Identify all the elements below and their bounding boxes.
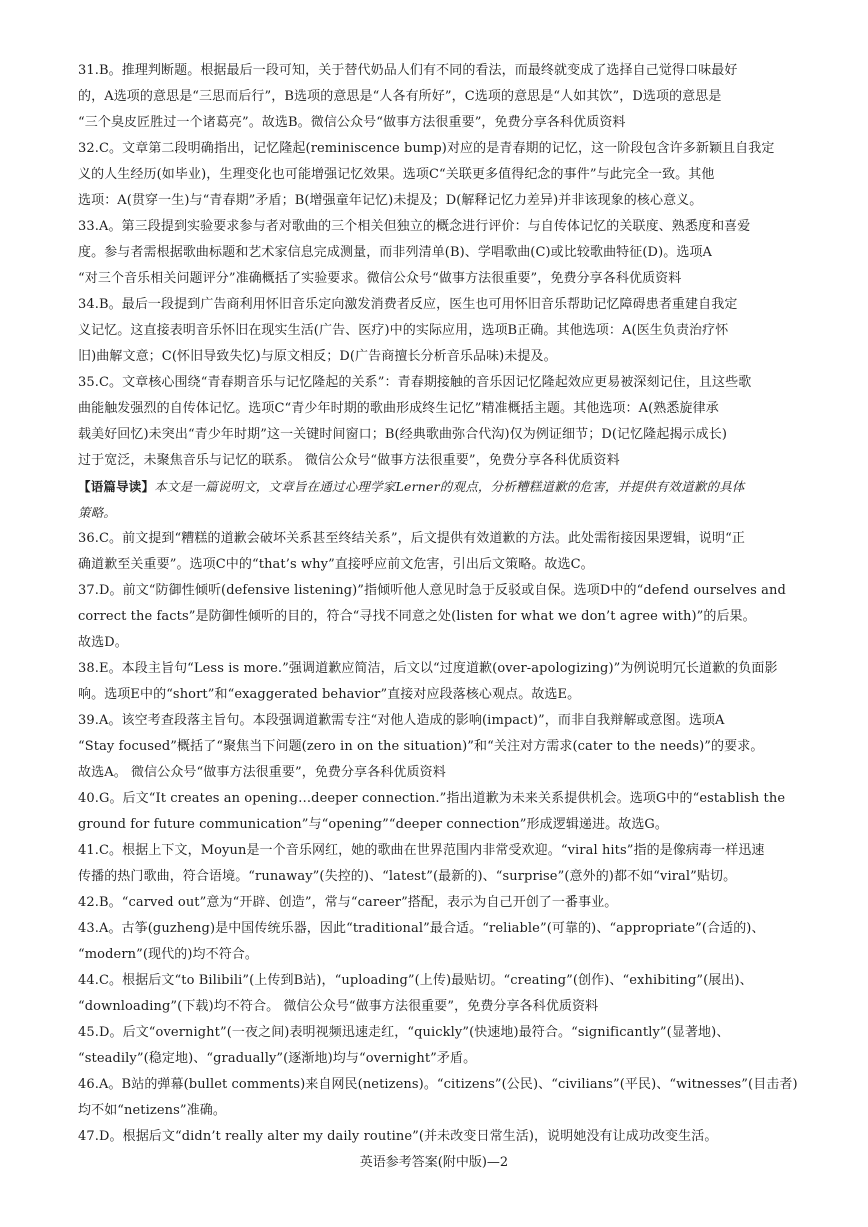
answer-line: 故选D。 <box>78 635 128 650</box>
answer-line: 确道歉至关重要”。选项C中的“that’s why”直接呼应前文危害，引出后文策略。故选C。 <box>78 557 594 572</box>
intro-text: 本文是一篇说明文，文章旨在通过心理学家Lerner的观点，分析糟糕道歉的危害，并提供有效道歉的具体 <box>154 479 745 494</box>
answer-line: 响。选项E中的“short”和“exaggerated behavior”直接对应段落核心观点。故选E。 <box>78 687 581 702</box>
answer-line: 37.D。前文“防御性倾听(defensive listening)”指倾听他人意见时急于反驳或自保。选项D中的“defend ourselves and <box>78 583 786 598</box>
answer-line: 39.A。该空考查段落主旨句。本段强调道歉需专注“对他人造成的影响(impact)”，而非自我辩解或意图。选项A <box>78 713 725 728</box>
intro-line <box>78 500 116 526</box>
answer-line: 45.D。后文“overnight”(一夜之间)表明视频迅速走红，“quickly”(快速地)最符合。“significantly”(显著地)、 <box>78 1025 730 1040</box>
intro-line <box>78 474 745 500</box>
answer-line: 传播的热门歌曲，符合语境。“runaway”(失控的)、“latest”(最新的)、“surprise”(意外的)都不如“viral”贴切。 <box>78 869 737 884</box>
answer-line: 曲能触发强烈的自传体记忆。选项C“青少年时期的歌曲形成终生记忆”精准概括主题。其他选项：A(熟悉旋律承 <box>78 401 719 416</box>
answer-line: 34.B。最后一段提到广告商利用怀旧音乐定向激发消费者反应，医生也可用怀旧音乐帮助记忆障碍患者重建自我定 <box>78 297 738 312</box>
answer-line: “modern”(现代的)均不符合。 <box>78 947 258 962</box>
intro-text: 策略。 <box>78 505 117 520</box>
answer-line: 31.B。推理判断题。根据最后一段可知，关于替代奶品人们有不同的看法，而最终就变成了选择自己觉得口味最好 <box>78 63 738 78</box>
answer-line: 旧)曲解文意；C(怀旧导致失忆)与原文相反；D(广告商擅长分析音乐品味)未提及。 <box>78 349 557 364</box>
answer-line: 38.E。本段主旨句“Less is more.”强调道歉应简洁，后文以“过度道歉(over-apologizing)”为例说明冗长道歉的负面影 <box>78 661 778 676</box>
answer-line: ground for future communication”与“opening”“deeper connection”形成逻辑递进。故选G。 <box>78 817 669 832</box>
answer-line: 47.D。根据后文“didn’t really alter my daily routine”(并未改变日常生活)，说明她没有让成功改变生活。 <box>78 1129 718 1144</box>
answer-line: 故选A。 微信公众号“做事方法很重要”，免费分享各科优质资料 <box>78 765 446 780</box>
answer-line: “steadily”(稳定地)、“gradually”(逐渐地)均与“overnight”矛盾。 <box>78 1051 477 1066</box>
answer-line: 43.A。古筝(guzheng)是中国传统乐器，因此“traditional”最合适。“reliable”(可靠的)、“appropriate”(合适的)、 <box>78 921 765 936</box>
answer-line: 义记忆。这直接表明音乐怀旧在现实生活(广告、医疗)中的实际应用，选项B正确。其他选项：A(医生负责治疗怀 <box>78 323 729 338</box>
answer-line: 40.G。后文“It creates an opening…deeper connection.”指出道歉为未来关系提供机会。选项G中的“establish the <box>78 791 786 806</box>
answer-line: 42.B。“carved out”意为“开辟、创造”，常与“career”搭配，表示为自己开创了一番事业。 <box>78 895 618 910</box>
answer-line: 义的人生经历(如毕业)，生理变化也可能增强记忆效果。选项C“关联更多值得纪念的事件”与此完全一致。其他 <box>78 167 715 182</box>
answer-line: 选项：A(贯穿一生)与“青春期”矛盾；B(增强童年记忆)未提及；D(解释记忆力差异)并非该现象的核心意义。 <box>78 193 703 208</box>
answer-line: 33.A。第三段提到实验要求参与者对歌曲的三个相关但独立的概念进行评价：与自传体记忆的关联度、熟悉度和喜爱 <box>78 219 751 234</box>
answer-line: 的，A选项的意思是“三思而后行”，B选项的意思是“人各有所好”，C选项的意思是“人如其饮”，D选项的意思是 <box>78 89 722 104</box>
answer-line: 过于宽泛，未聚焦音乐与记忆的联系。 微信公众号“做事方法很重要”，免费分享各科优质资料 <box>78 453 620 468</box>
page-footer: 英语参考答案(附中版)—2 <box>359 1155 509 1170</box>
answer-line: 44.C。根据后文“to Bilibili”(上传到B站)，“uploading”(上传)最贴切。“creating”(创作)、“exhibiting”(展出)、 <box>78 973 753 988</box>
answer-line: 41.C。根据上下文，Moyun是一个音乐网红，她的歌曲在世界范围内非常受欢迎。“viral hits”指的是像病毒一样迅速 <box>78 843 765 858</box>
answer-line: 36.C。前文提到“糟糕的道歉会破坏关系甚至终结关系”，后文提供有效道歉的方法。此处需衔接因果逻辑，说明“正 <box>78 531 745 546</box>
answer-line: “对三个音乐相关问题评分”准确概括了实验要求。微信公众号“做事方法很重要”，免费分享各科优质资料 <box>78 271 682 286</box>
answer-line: 46.A。B站的弹幕(bullet comments)来自网民(netizens)。“citizens”(公民)、“civilians”(平民)、“witnesses”(目击者) <box>78 1077 798 1092</box>
answer-line: correct the facts”是防御性倾听的目的，符合“寻找不同意之处(listen for what we don’t agree with)”的后果。 <box>78 609 756 624</box>
answer-line: “Stay focused”概括了“聚焦当下问题(zero in on the situation)”和“关注对方需求(cater to the needs)”的要求。 <box>78 739 764 754</box>
answer-line: 度。参与者需根据歌曲标题和艺术家信息完成测量，而非列清单(B)、学唱歌曲(C)或比较歌曲特征(D)。选项A <box>78 245 713 260</box>
answer-line: “downloading”(下载)均不符合。 微信公众号“做事方法很重要”，免费分享各科优质资料 <box>78 999 599 1014</box>
answer-line: “三个臭皮匠胜过一个诸葛亮”。故选B。微信公众号“做事方法很重要”，免费分享各科优质资料 <box>78 115 626 130</box>
answer-line: 35.C。文章核心围绕“青春期音乐与记忆隆起的关系”：青春期接触的音乐因记忆隆起效应更易被深刻记住，且这些歌 <box>78 375 752 390</box>
intro-tag: 【语篇导读】 <box>78 479 155 494</box>
answer-line: 均不如“netizens”准确。 <box>78 1103 226 1118</box>
answer-line: 载美好回忆)未突出“青少年时期”这一关键时间窗口；B(经典歌曲弥合代沟)仅为例证细节；D(记忆隆起揭示成长) <box>78 427 728 442</box>
answer-line: 32.C。文章第二段明确指出，记忆隆起(reminiscence bump)对应的是青春期的记忆，这一阶段包含许多新颖且自我定 <box>78 141 775 156</box>
